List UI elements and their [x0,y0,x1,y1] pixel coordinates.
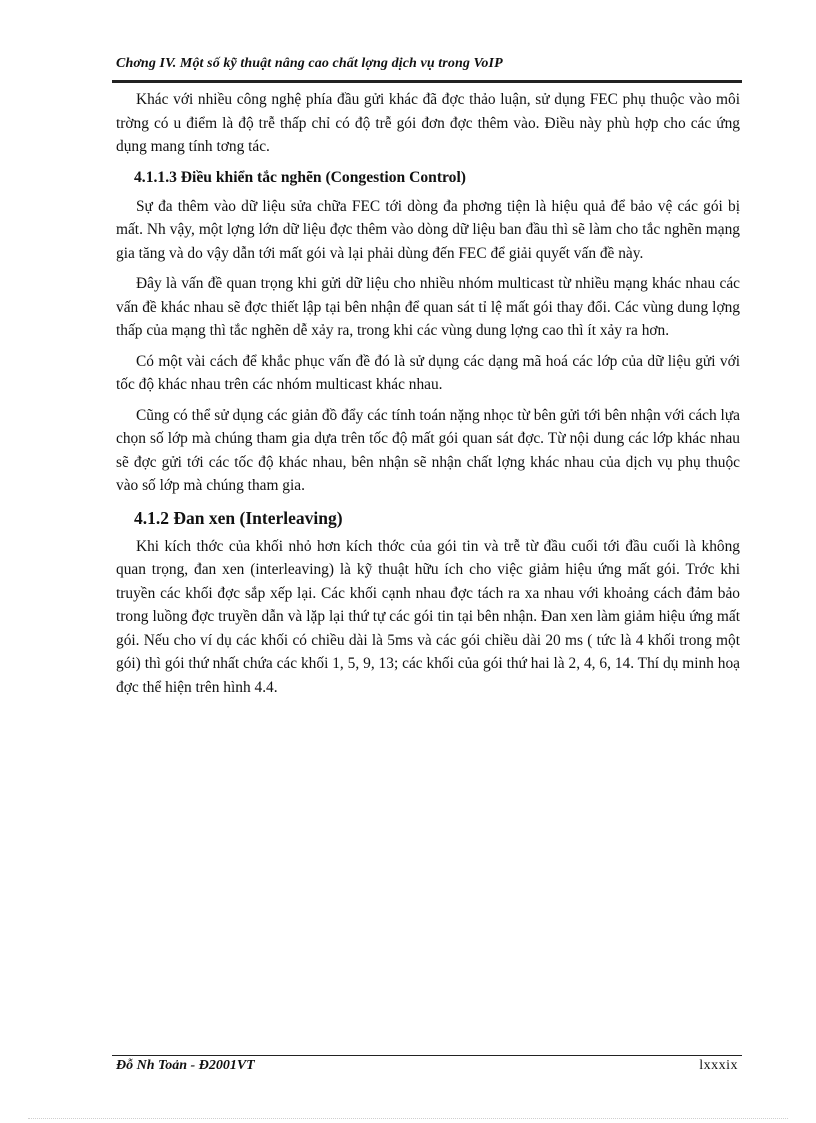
footer-rule [112,1055,742,1056]
heading-4-1-2: 4.1.2 Đan xen (Interleaving) [134,507,343,528]
paragraph-4: Có một vài cách để khắc phục vấn đề đó là sử dụng các dạng mã hoá các lớp của dữ liệu gửi với tốc độ khác nhau trên các nhóm multicast khác nhau. [116,352,740,393]
header-rule [112,80,742,83]
page-edge-divider [28,1118,788,1119]
paragraph-6: Khi kích thớc của khối nhỏ hơn kích thớc của gói tin và trễ từ đầu cuối tới đầu cuối là không quan trọng, đan xen (interleaving) là kỹ thuật hữu ích cho việc giảm hiệu ứng mất gói. Trớc khi truyền các khối đợc sắp xếp lại. Các khối cạnh nhau đợc tách ra xa nhau với khoảng cách đảm bảo trong luồng đợc truyền dẫn và lặp lại thứ tự các gói tin tại bên nhận. Đan xen làm giảm hiệu ứng mất gói. Nếu cho ví dụ các khối có chiều dài là 5ms và các gói chiều dài 20 ms ( tức là 4 khối trong một gói) thì gói thứ nhất chứa các khối 1, 5, 9, 13; các khối của gói thứ hai là 2, 4, 6, 14. Thí dụ minh hoạ đợc thể hiện trên hình 4.4. [116,537,740,696]
running-header: Chơng IV. Một số kỹ thuật nâng cao chất lợng dịch vụ trong VoIP [116,56,503,71]
heading-4-1-1-3: 4.1.1.3 Điều khiển tắc nghẽn (Congestion Control) [134,168,466,186]
paragraph-2: Sự đa thêm vào dữ liệu sửa chữa FEC tới dòng đa phơng tiện là hiệu quả để bảo vệ các gói bị mất. Nh vậy, một lợng lớn dữ liệu đợc thêm vào dòng dữ liệu ban đầu thì sẽ làm cho tắc nghẽn mạng gia tăng và do vậy dẫn tới mất gói và lại phải dùng đến FEC để giải quyết vấn đề này. [116,197,740,262]
paragraph-1: Khác với nhiều công nghệ phía đầu gửi khác đã đợc thảo luận, sử dụng FEC phụ thuộc vào môi trờng có u điểm là độ trễ thấp chỉ có độ trễ gói đơn đợc thêm vào. Điều này phù hợp cho các ứng dụng mang tính tơng tác. [116,91,740,155]
paragraph-3: Đây là vấn đề quan trọng khi gửi dữ liệu cho nhiều nhóm multicast từ nhiều mạng khác nhau các vấn đề khác nhau sẽ đợc thiết lập tại bên nhận để quan sát tỉ lệ mất gói thay đổi. Các vùng dung lợng thấp của mạng thì tắc nghẽn dễ xảy ra, trong khi các vùng dung lợng cao thì ít xảy ra hơn. [116,275,740,339]
paragraph-5: Cũng có thể sử dụng các giản đồ đẩy các tính toán nặng nhọc từ bên gửi tới bên nhận với cách lựa chọn số lớp mà chúng tham gia dựa trên tốc độ mất gói quan sát đợc. Từ nội dung các lớp khác nhau sẽ đợc gửi tới các tốc độ khác nhau, bên nhận sẽ nhận chất lợng khác nhau của dịch vụ phụ thuộc vào số lớp mà chúng tham gia. [116,406,740,494]
page-number: lxxxix [699,1058,738,1073]
footer-author: Đỗ Nh Toản - Đ2001VT [116,1058,255,1073]
page-body [116,88,740,706]
